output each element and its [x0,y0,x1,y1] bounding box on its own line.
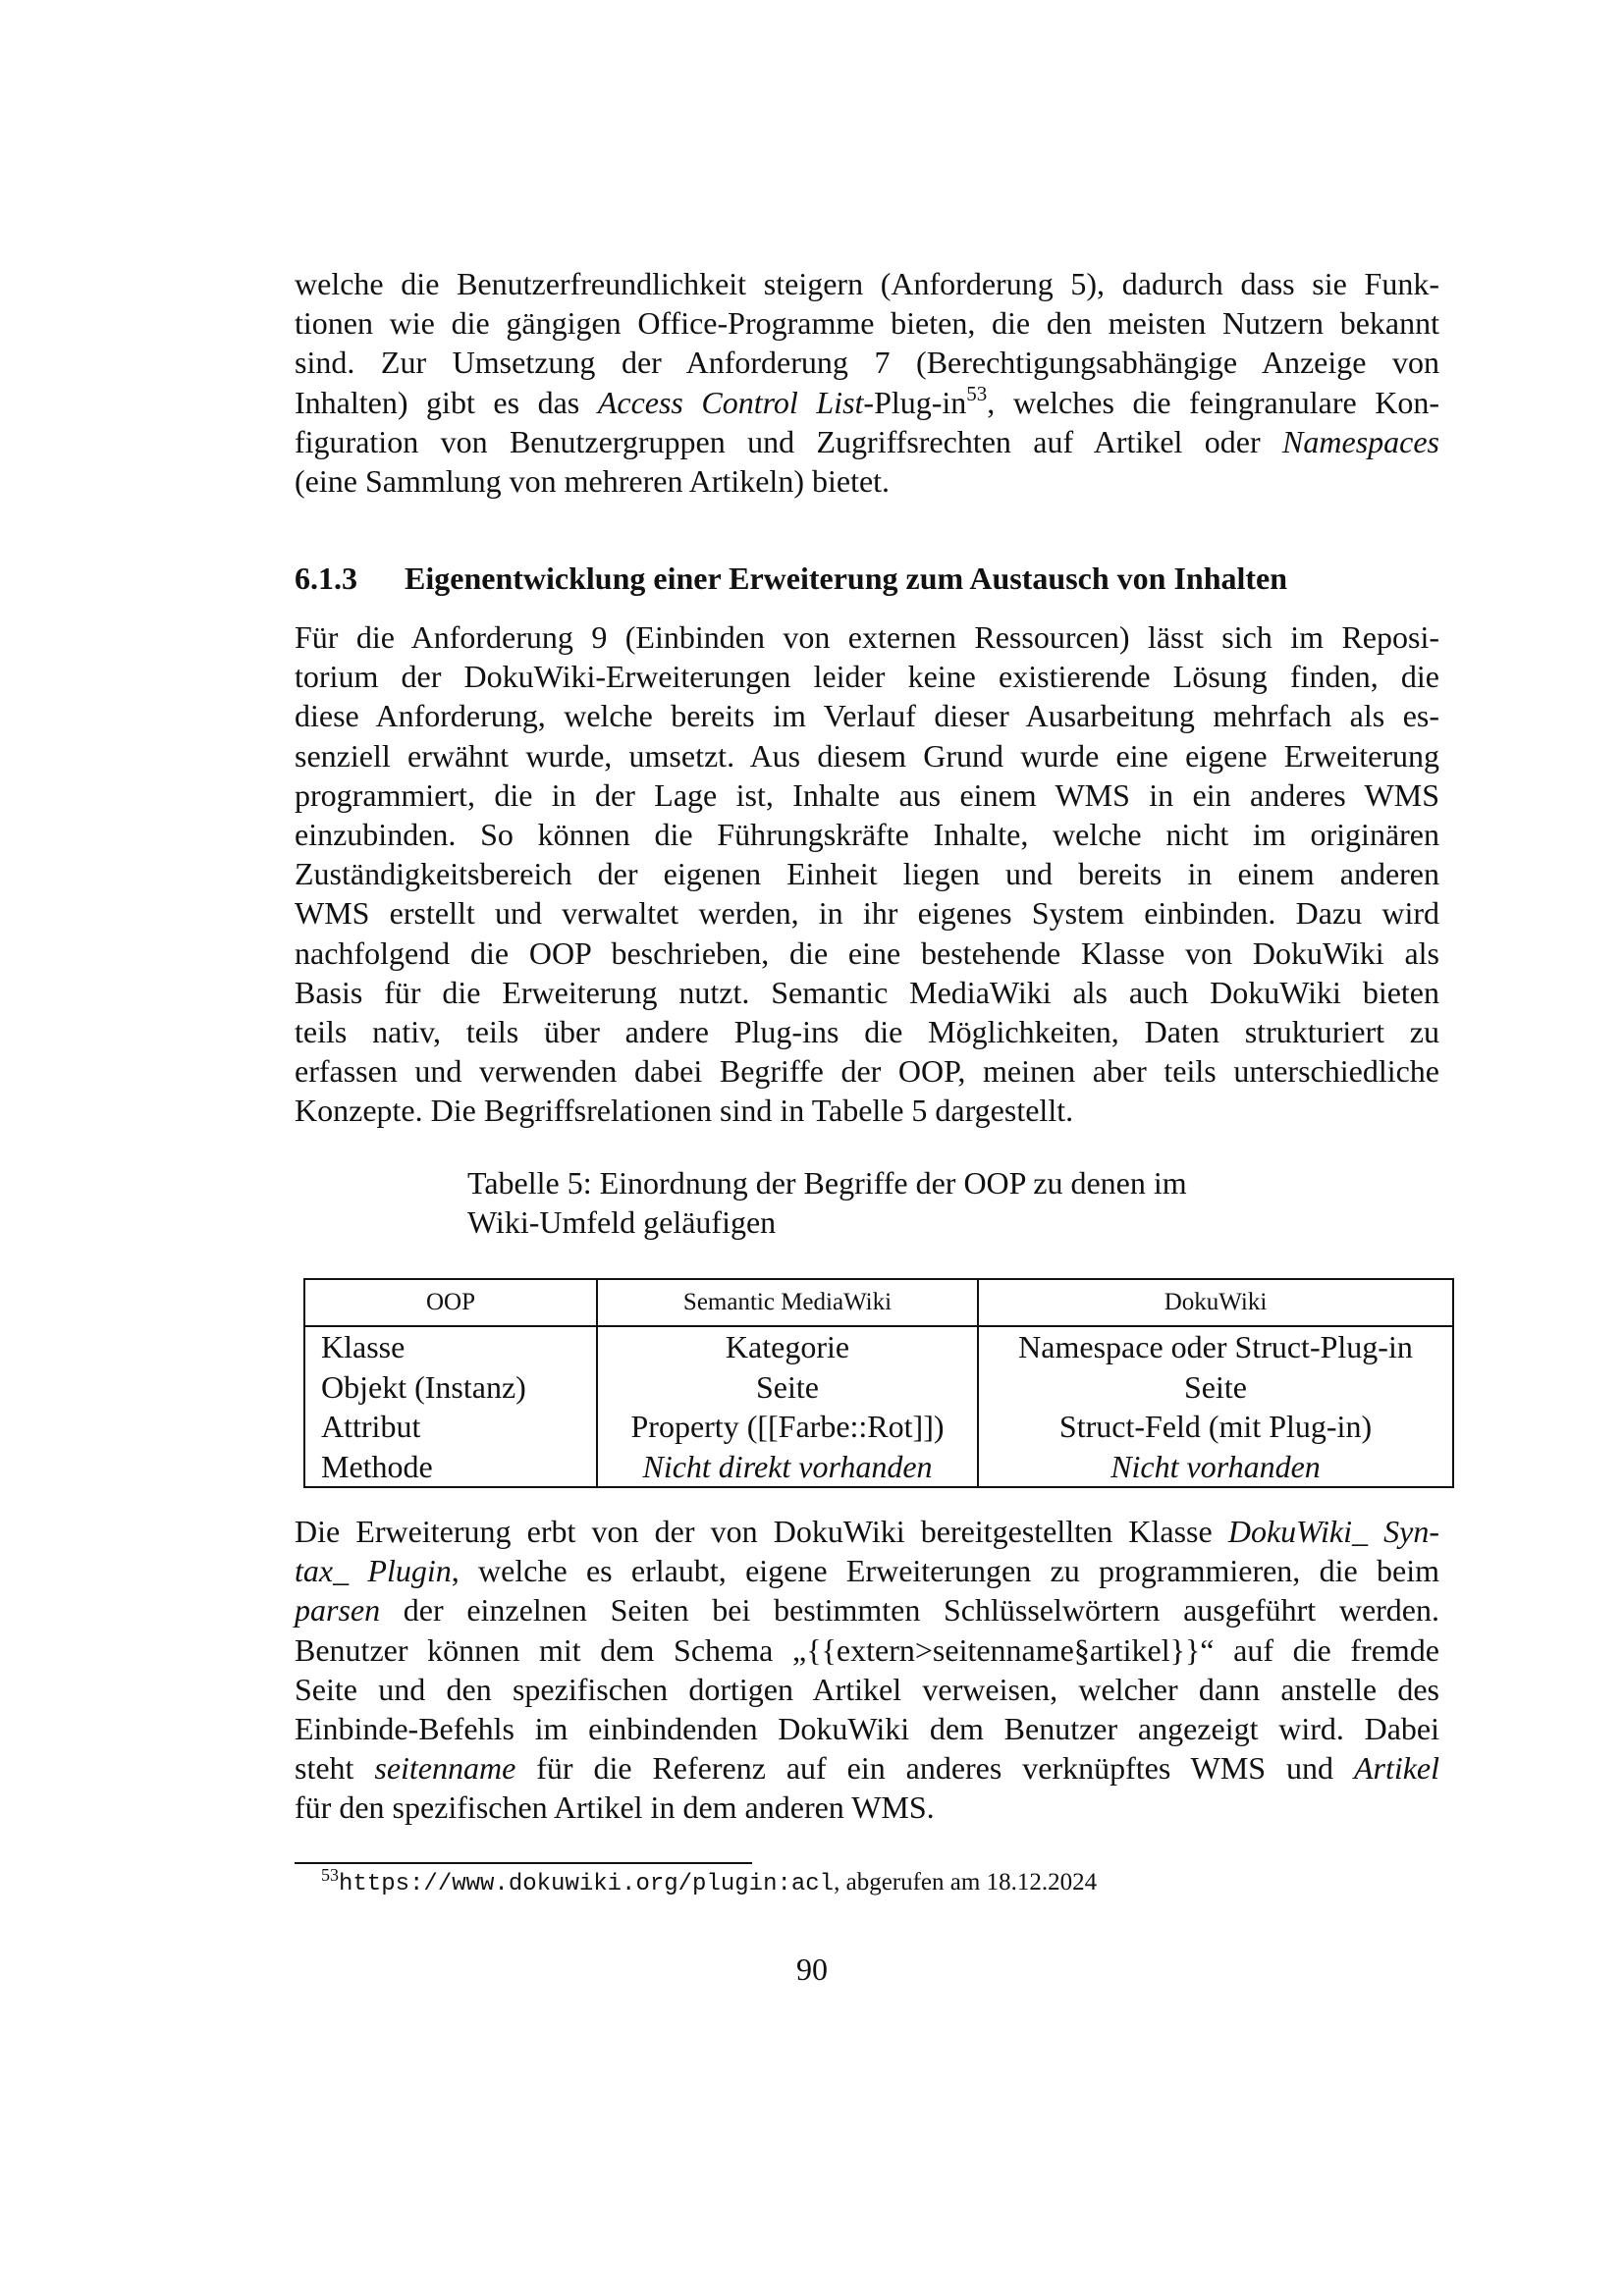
section-title: Eigenentwicklung einer Erweiterung zum Austausch von Inhalten [405,561,1288,596]
text-line: nachfolgend die OOP beschrieben, die eine bestehende Klasse von DokuWiki als [295,934,1439,971]
table-cell: Struct-Feld (mit Plug-in) [978,1407,1453,1447]
table-row [304,1367,1453,1408]
footnote-url-link[interactable]: https://www.dokuwiki.org/plugin:acl [339,1871,835,1897]
footnote-text: , abgerufen am 18.12.2024 [834,1869,1098,1896]
text-line: Seite und den spezifischen dortigen Artikel verweisen, welcher dann anstelle des [295,1671,1439,1707]
table-cell: Nicht vorhanden [978,1447,1453,1488]
text-line: Inhalten) gibt es das Access Control List-$Plug-in^{53}$, welches die feingranulare Kon- [295,381,1439,420]
table-cell: Attribut [304,1407,597,1447]
header-dokuwiki: DokuWiki [978,1279,1453,1326]
section-number: 6.1.3 [295,561,357,596]
footnote [321,1867,1097,1900]
text-line: (eine Sammlung von mehreren Artikeln) bietet. [295,463,891,500]
emphasis-class-name: DokuWiki_ Syn- [1227,1514,1440,1549]
emphasis-seitenname: seitenname [374,1750,516,1787]
table-cell: Objekt (Instanz) [304,1367,597,1408]
text-line: teils nativ, teils über andere Plug-ins die Möglichkeiten, Daten strukturiert zu [295,1014,1439,1050]
text-line: Zuständigkeitsbereich der eigenen Einheit liegen und bereits in einem anderen [295,856,1439,892]
paragraph-acl-plugin [295,264,1439,501]
table-row [304,1447,1453,1488]
table-row [304,1407,1453,1447]
footnote-number: 53 [321,1865,339,1885]
text-line: WMS erstellt und verwaltet werden, in ihr eigenes System einbinden. Dazu wird [295,895,1439,932]
text-line: Für die Anforderung 9 (Einbinden von externen Ressourcen) lässt sich im Reposi- [295,619,1439,655]
text-line: für den spezifischen Artikel in dem anderen WMS. [295,1789,935,1826]
text-line: Benutzer können mit dem Schema „{{extern>seitenname§artikel}}“ auf die fremde [295,1631,1439,1668]
concept-mapping-table [303,1278,1454,1488]
footnote-divider [295,1862,752,1864]
table-cell: Namespace oder Struct-Plug-in [978,1326,1453,1367]
text-line: sind. Zur Umsetzung der Anforderung 7 (Berechtigungsabhängige Anzeige von [295,345,1439,381]
paragraph-extension-intro [295,617,1439,1131]
emphasis-namespaces: Namespaces [1282,423,1439,459]
text-line: diese Anforderung, welche bereits im Verlauf dieser Ausarbeitung mehrfach als es- [295,698,1439,734]
text-line: erfassen und verwenden dabei Begriffe der OOP, meinen aber teils unterschiedliche [295,1053,1439,1090]
text-line: parsen der einzelnen Seiten bei bestimmten Schlüsselwörtern ausgeführt werden. [295,1592,1439,1629]
page-number: 90 [796,1951,828,1987]
table-cell: Klasse [304,1326,597,1367]
table-cell: Seite [978,1367,1453,1408]
text-line: Konzepte. Die Begriffsrelationen sind in Tabelle 5 dargestellt. [295,1093,1074,1129]
table-cell: Methode [304,1447,597,1488]
paragraph-syntax-plugin [295,1512,1439,1828]
table-caption [467,1163,1312,1242]
text-line: programmiert, die in der Lage ist, Inhalte aus einem WMS in ein anderes WMS [295,776,1439,813]
header-semantic-mediawiki: Semantic MediaWiki [597,1279,978,1326]
table-row [304,1326,1453,1367]
text-line: Die Erweiterung erbt von der von DokuWiki bereitgestellten Klasse DokuWiki_ Syn- [295,1514,1440,1549]
header-oop: OOP [304,1279,597,1326]
emphasis-access-control-list: Access Control List [597,384,864,420]
text-line: Einbinde-Befehls im einbindenden DokuWiki dem Benutzer angezeigt wird. Dabei [295,1711,1439,1747]
text-line: torium der DokuWiki-Erweiterungen leider keine existierende Lösung finden, die [295,659,1439,695]
text-line: steht seitenname für die Referenz auf ein anderes verknüpftes WMS und Artikel [295,1750,1440,1787]
text-line: einzubinden. So können die Führungskräfte Inhalte, welche nicht im originären [295,817,1439,853]
text-line: figuration von Benutzergruppen und Zugriffsrechten auf Artikel oder Namespaces [295,423,1439,459]
table-header-row [304,1279,1453,1326]
text-line: tax_ Plugin, welche es erlaubt, eigene Erweiterungen zu programmieren, die beim [295,1553,1440,1589]
emphasis-artikel: Artikel [1353,1750,1440,1787]
emphasis-class-name: tax_ Plugin [295,1553,452,1589]
text-line: tionen wie die gängigen Office-Programme bieten, die den meisten Nutzern bekannt [295,305,1439,342]
section-heading [295,561,1439,597]
caption-line: Wiki-Umfeld geläufigen [467,1204,777,1240]
caption-line: Tabelle 5: Einordnung der Begriffe der OOP zu denen im [467,1165,1187,1201]
table-cell: Property ([[Farbe::Rot]]) [597,1407,978,1447]
text-line: welche die Benutzerfreundlichkeit steigern (Anforderung 5), dadurch dass sie Funk- [295,266,1439,301]
table-cell: Seite [597,1367,978,1408]
table-cell: Kategorie [597,1326,978,1367]
text-line: senziell erwähnt wurde, umsetzt. Aus diesem Grund wurde eine eigene Erweiterung [295,737,1439,774]
emphasis-parsen: parsen [295,1592,381,1629]
table-cell: Nicht direkt vorhanden [597,1447,978,1488]
text-line: Basis für die Erweiterung nutzt. Semantic MediaWiki als auch DokuWiki bieten [295,974,1439,1010]
footnote-marker-53[interactable]: 53 [966,381,988,405]
